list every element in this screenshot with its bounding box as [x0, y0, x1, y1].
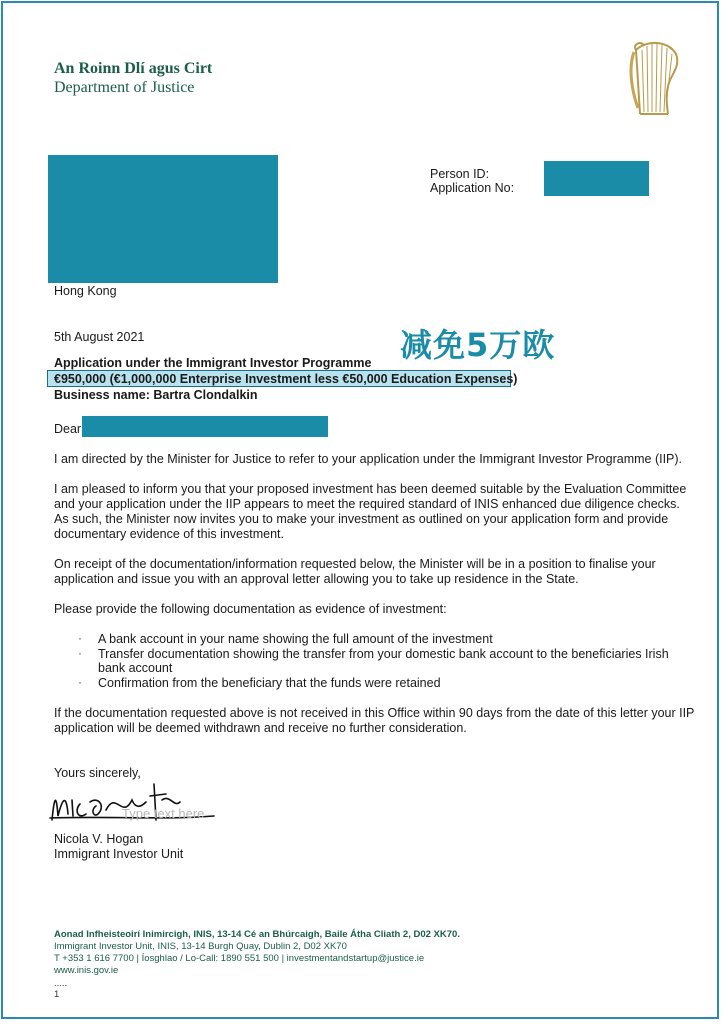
valediction: Yours sincerely, — [54, 766, 141, 780]
paragraph-2-line-2: and your application under the IIP appears to meet the required standard of INIS enhanced due diligence checks. — [54, 497, 680, 511]
footer-english-address: Immigrant Investor Unit, INIS, 13-14 Burgh Quay, Dublin 2, D02 XK70 — [54, 941, 347, 952]
department-name-irish: An Roinn Dlí agus Cirt — [54, 60, 213, 77]
bullet-marker: · — [78, 631, 82, 645]
recipient-name-redaction — [82, 416, 328, 437]
signature-placeholder-text: Type text here — [122, 806, 205, 821]
paragraph-2-line-4: documentary evidence of this investment. — [54, 527, 284, 541]
footer-dots: ..... — [54, 978, 68, 989]
footer-irish-address: Aonad Infheisteoirí Inimircigh, INIS, 13-14 Cé an Bhúrcaigh, Baile Átha Cliath 2, D02 XK70. — [54, 929, 460, 940]
application-no-label: Application No: — [430, 181, 515, 195]
department-name-english: Department of Justice — [54, 79, 195, 96]
letter-date: 5th August 2021 — [54, 330, 145, 344]
paragraph-5-line-2: application will be deemed withdrawn and receive no further consideration. — [54, 721, 467, 735]
reference-values-redaction — [544, 161, 649, 196]
signatory-name: Nicola V. Hogan — [54, 832, 144, 846]
recipient-address-redaction — [48, 155, 278, 283]
harp-emblem-icon — [626, 38, 682, 120]
recipient-city: Hong Kong — [54, 284, 117, 298]
bullet-marker: · — [78, 675, 82, 689]
footer-website: www.inis.gov.ie — [54, 965, 119, 976]
paragraph-4: Please provide the following documentation as evidence of investment: — [54, 602, 447, 616]
bullet-3: Confirmation from the beneficiary that the funds were retained — [98, 676, 441, 690]
bullet-marker: · — [78, 646, 82, 660]
subject-line-3: Business name: Bartra Clondalkin — [54, 388, 258, 402]
footer-contact: T +353 1 616 7700 | Íosghlao / Lo-Call: 1890 551 500 | investmentandstartup@justice.ie — [54, 953, 425, 964]
paragraph-2-line-3: As such, the Minister now invites you to make your investment as outlined on your application form and provide — [54, 512, 669, 526]
page-number: 1 — [54, 989, 60, 1000]
paragraph-2-line-1: I am pleased to inform you that your proposed investment has been deemed suitable by the Evaluation Committee — [54, 482, 687, 496]
handwritten-signature — [46, 780, 216, 830]
annotation-stamp: 减免5万欧 — [400, 326, 556, 364]
bullet-2-line-2: bank account — [98, 661, 173, 675]
paragraph-3-line-1: On receipt of the documentation/information requested below, the Minister will be in a position to finalise your — [54, 557, 656, 571]
bullet-2-line-1: Transfer documentation showing the transfer from your domestic bank account to the beneficiaries Irish — [98, 647, 669, 661]
person-id-label: Person ID: — [430, 167, 490, 181]
salutation: Dear — [54, 422, 82, 436]
signatory-unit: Immigrant Investor Unit — [54, 847, 184, 861]
paragraph-3-line-2: application and issue you with an approval letter allowing you to take up residence in the State. — [54, 572, 579, 586]
subject-line-1: Application under the Immigrant Investor Programme — [54, 356, 372, 370]
subject-line-2: €950,000 (€1,000,000 Enterprise Investment less €50,000 Education Expenses) — [54, 372, 518, 386]
paragraph-5-line-1: If the documentation requested above is not received in this Office within 90 days from the date of this letter your IIP — [54, 706, 695, 720]
paragraph-1: I am directed by the Minister for Justice to refer to your application under the Immigrant Investor Programme (IIP). — [54, 452, 683, 466]
bullet-1: A bank account in your name showing the full amount of the investment — [98, 632, 493, 646]
